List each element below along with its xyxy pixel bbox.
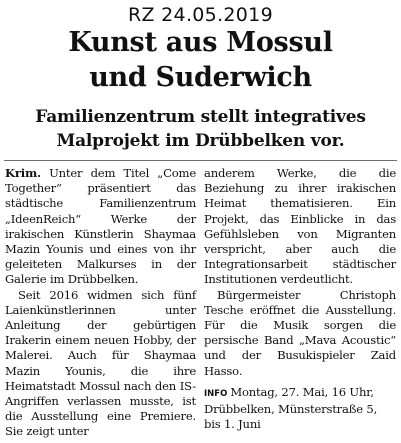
article-paragraph-3: Bürgermeister Christoph Tesche eröffnet die Ausstellung. Für die Musik sorgen die persische Band „Mava Acoustic“ und der Busukispieler Zaid Hasso. <box>204 287 396 378</box>
article-paragraph-1 <box>5 166 196 288</box>
subheadline-line-2: Malprojekt im Drübbelken vor. <box>56 131 345 151</box>
subheadline-line-1: Familienzentrum stellt integratives <box>35 107 366 127</box>
article-paragraph-2-part-2: anderem Werke, die die Beziehung zu ihrer irakischen Heimat thematisieren. Ein Projekt, das Einblicke in das Gefühlsleben von Migranten verspricht, aber auch die Integrationsarbeit städtischer Institutionen verdeutlicht. <box>204 166 396 287</box>
article-paragraph-1-text: Unter dem Titel „Come Together“ präsentiert das städtische Familienzentrum „IdeenReich“ Werke der irakischen Künstlerin Shaymaa Mazin Younis und eines von ihr geleiteten Malkurses in der Galerie im Drübbelken. <box>5 166 196 287</box>
subheadline <box>0 105 401 153</box>
headline-line-2: und Suderwich <box>89 62 312 93</box>
info-text: Montag, 27. Mai, 16 Uhr, Drübbelken, Münsterstraße 5, bis 1. Juni <box>204 384 378 432</box>
info-box <box>204 385 396 433</box>
dateline: Krim. <box>5 166 41 180</box>
article-column-left <box>5 166 196 440</box>
info-label: INFO <box>204 388 228 399</box>
divider-rule <box>4 160 397 161</box>
article-column-right <box>204 166 396 432</box>
headline-line-1: Kunst aus Mossul <box>68 27 333 58</box>
headline <box>0 25 401 95</box>
article-paragraph-2-part-1: Seit 2016 widmen sich fünf Laienkünstlerinnen unter Anleitung der gebürtigen Irakerin einem neuen Hobby, der Malerei. Auch für Shaymaa Mazin Younis, die ihre Heimatstadt Mossul nach den IS-Angriffen verlassen musste, ist die Ausstellung eine Premiere. Sie zeigt unter <box>5 287 196 439</box>
date-stamp: RZ 24.05.2019 <box>128 4 273 26</box>
